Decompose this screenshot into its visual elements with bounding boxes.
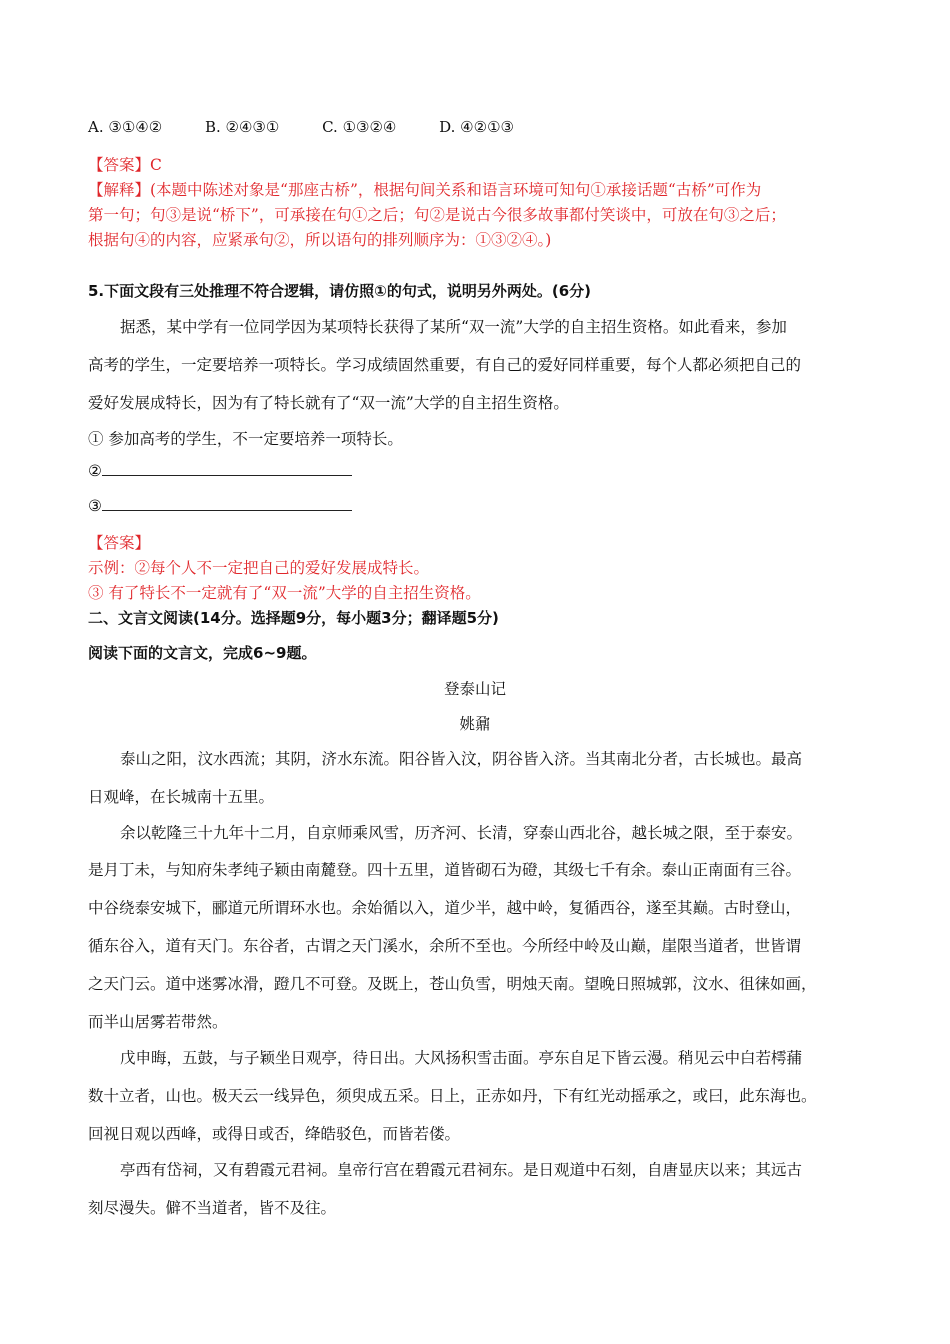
- option-d: D. ④②①③: [439, 118, 514, 136]
- q5-item-2-label: ②: [88, 462, 102, 480]
- passage-p1-line2: 日观峰，在长城南十五里。: [88, 788, 275, 806]
- passage-p2-line6: 而半山居雾若带然。: [88, 1013, 228, 1031]
- q5-paragraph-line2: 高考的学生，一定要培养一项特长。学习成绩固然重要，有自己的爱好同样重要，每个人都必须把自己的: [88, 356, 802, 374]
- q5-paragraph-line3: 爱好发展成特长，因为有了特长就有了“双一流”大学的自主招生资格。: [88, 394, 569, 412]
- passage-p2-line1: 余以乾隆三十九年十二月，自京师乘风雪，历齐河、长清，穿泰山西北谷，越长城之限，至于泰安。: [120, 824, 803, 842]
- q5-paragraph-line1: 据悉，某中学有一位同学因为某项特长获得了某所“双一流”大学的自主招生资格。如此看来，参加: [120, 318, 787, 336]
- q5-item-3-row: [88, 496, 352, 515]
- option-c: C. ①③②④: [322, 118, 397, 136]
- passage-author: 姚鼐: [459, 715, 491, 733]
- passage-p2-line3: 中谷绕泰安城下，郦道元所谓环水也。余始循以入，道少半，越中岭，复循西谷，遂至其巅。古时登山，: [88, 899, 802, 917]
- passage-p2-line4: 循东谷入，道有天门。东谷者，古谓之天门溪水，余所不至也。今所经中岭及山巅，崖限当道者，世皆谓: [88, 937, 802, 955]
- section2-heading: 二、文言文阅读(14分。选择题9分，每小题3分；翻译题5分): [88, 609, 499, 627]
- option-a: A. ③①④②: [88, 118, 163, 136]
- q5-item-2-row: [88, 461, 352, 480]
- q4-explanation-line2: 第一句；句③是说“桥下”，可承接在句①之后；句②是说古今很多故事都付笑谈中，可放在句③之后；: [88, 206, 786, 224]
- answer-options: [88, 118, 552, 136]
- q5-blank-2[interactable]: [102, 461, 352, 476]
- passage-p3-line1: 戊申晦，五鼓，与子颖坐日观亭，待日出。大风扬积雪击面。亭东自足下皆云漫。稍见云中白若樗蒱: [120, 1049, 803, 1067]
- q5-item-3-label: ③: [88, 497, 102, 515]
- q4-explanation-line3: 根据句④的内容，应紧承句②，所以语句的排列顺序为：①③②④。): [88, 231, 552, 249]
- q5-item-1: ① 参加高考的学生，不一定要培养一项特长。: [88, 430, 403, 448]
- passage-p4-line1: 亭西有岱祠，又有碧霞元君祠。皇帝行宫在碧霞元君祠东。是日观道中石刻，自唐显庆以来；其远古: [120, 1161, 803, 1179]
- q5-example-2: ③ 有了特长不一定就有了“双一流”大学的自主招生资格。: [88, 584, 481, 602]
- q4-answer: 【答案】C: [88, 156, 162, 174]
- q5-blank-3[interactable]: [102, 496, 352, 511]
- passage-p2-line5: 之天门云。道中迷雾冰滑，蹬几不可登。及既上，苍山负雪，明烛天南。望晚日照城郭，汶水、徂徕如画，: [88, 975, 817, 993]
- passage-title: 登泰山记: [443, 680, 506, 698]
- passage-p3-line2: 数十立者，山也。极天云一线异色，须臾成五采。日上，正赤如丹，下有红光动摇承之，或曰，此东海也。: [88, 1087, 817, 1105]
- section2-instruction: 阅读下面的文言文，完成6~9题。: [88, 644, 317, 662]
- q5-answer: 【答案】: [88, 534, 151, 552]
- q5-example-1: 示例：②每个人不一定把自己的爱好发展成特长。: [88, 559, 430, 577]
- passage-p2-line2: 是月丁未，与知府朱孝纯子颖由南麓登。四十五里，道皆砌石为磴，其级七千有余。泰山正南面有三谷。: [88, 861, 802, 879]
- option-b: B. ②④③①: [204, 118, 280, 136]
- q5-question: 5.下面文段有三处推理不符合逻辑，请仿照①的句式，说明另外两处。(6分): [88, 282, 591, 300]
- passage-p1-line1: 泰山之阳，汶水西流；其阴，济水东流。阳谷皆入汶，阴谷皆入济。当其南北分者，古长城也。最高: [120, 750, 803, 768]
- passage-p3-line3: 回视日观以西峰，或得日或否，绛皓驳色，而皆若偻。: [88, 1125, 461, 1143]
- passage-p4-line2: 刻尽漫失。僻不当道者，皆不及往。: [88, 1199, 337, 1217]
- q4-explanation-line1: 【解释】(本题中陈述对象是“那座古桥”，根据句间关系和语言环境可知句①承接话题“古桥”可作为: [88, 181, 762, 199]
